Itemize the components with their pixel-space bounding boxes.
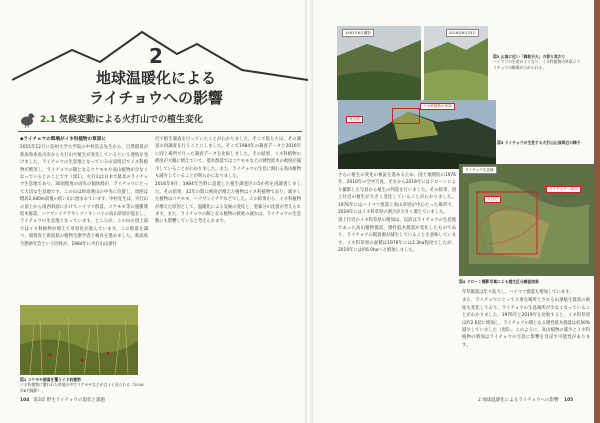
left-column-1 [20, 136, 148, 249]
photo3-label: 2016年8月23日 [446, 29, 479, 37]
chapter-number: 2 [149, 44, 163, 68]
right-footer [478, 397, 577, 403]
chapter-title [70, 68, 242, 108]
paragraph: また、ライチョウにとって大事な場所とされる山頂植生群落の被度も変化しており、ライチョウの生息場所が少なくなっていることがわかりました。1976年と2019年を比較すると、イネ科草原は約2.6倍に増加し、ライチョウの餌となる矮性低木群落は約50%減少していました（図5）。このように、高山植物の減少とイネ科植物の増加はライチョウの生息に影響を及ぼす可能性があります。 [462, 298, 590, 348]
subheading: ◆ライチョウの餌場がイネ科植物の草原に [20, 137, 106, 142]
drone-map-area2: ライチョウ一部区 [546, 186, 581, 193]
section-number: 2.1 [40, 115, 56, 125]
ptarmigan-icon [18, 110, 36, 128]
drone-map-legend: ライチョウ生息域 [462, 166, 497, 174]
right-column-1 [338, 172, 456, 255]
paragraph: 近で植生調査を行っていたことがわかりました。そこで私たちは、その調査の再調査を行うことにしました。そこで1984年の調査データと2016年に同じ場所で行った調査データを比較しました。その結果、イネ科植物の被度が大幅に増えていて、低木群落ではコケモモなどの矮性低木の被度が減少していることがわかりました。また、ライチョウの生息に関わる高山植物も減少していることが明らかになりました。 [155, 137, 302, 180]
paragraph: 年草群落は年々拡大し、ハイマツ群落も増加しています。 [462, 290, 574, 295]
grass-area-marker [392, 108, 420, 124]
photo4-caption [497, 140, 587, 145]
paragraph: 頂上付近のイネ科草原の増加は、以前はライチョウの生息地であった高山植物群落、矮性低木群落が変化したものであり、ライチョウの餌資源が減少していることを意味しています。イネ科草原の面積は1976年には2.3ha程度でしたが、2019年には約6.0haへと増加しました。 [338, 218, 456, 254]
left-running-head: 第3章 野生ライチョウの現状と課題 [33, 398, 105, 403]
grass-area-label: イネ科植物の草原 [420, 103, 455, 110]
section-title: 気候変動による火打山での植生変化 [58, 115, 203, 125]
section-heading [40, 112, 203, 125]
chapter-title-line1: 地球温暖化による [95, 69, 216, 87]
page-number-left: 104 [20, 398, 30, 403]
section-rule [18, 131, 302, 132]
paragraph: さらに植生の変化の検証を進めるため、国土地理院の1976年、2010年の空中写真、それから2019年にはドローンにより撮影した写真から植生の判読を行いました。その結果、頂上付近の植生が大きく変化していることがわかりました。1976年にはハイマツ群落と高山草原が中心だった場所で、2019年にはイネ科草原の割合が大きく増えていました。 [338, 173, 456, 216]
photo1-caption-text: イネ科植物に覆われた草地の中でコケモモなどが点々と見られる（2016年8月撮影）。 [20, 382, 144, 393]
chapter-title-line2: ライチョウへの影響 [88, 89, 224, 107]
photo-mountain-1981 [337, 26, 421, 100]
path-label: 登山道 [346, 116, 363, 123]
paragraph: 2015年12月に信州大学大学院の中村浩志先生から、自然環境が新潟県糸魚川市から火打山で植生が変化しているという連絡を受けました。ライチョウの生息地となっている山頂周辺でイネ科植物が繁茂し、ライチョウの餌となるコケモモや高山植物が少なくなっているとのことです（図1）。火打山は日本で最北のライチョウ生息地であり、30羽程度の固有の個体群が、ライチョウにとって大切な生息地です。この山は妙高連山の中央に位置し、周囲は標高2,000m前後の低い山に囲まれています。中村先生は、火打山の頂上から南西斜面にかけてハイマツ群落、コケモモ等の風衝矮低木群落、ハクサンイチゲやシナノキンバイの高山草原が混在し、ライチョウの生息地となっています。ところが、この山の頂上部ではイネ科植物が増えて草原化が進んでいます。この群落を調べ、環境省と新潟県の植物生態学者と検討を進めました。新潟県生態研究会という団体が、1984年に火打山山頂付 [20, 145, 148, 247]
drone-vegetation-map [459, 164, 594, 276]
photo-mountain-2016 [424, 26, 488, 100]
photo-grass-covering-vaccinium [20, 305, 138, 375]
photo5-caption-title: 図4 ドローン撮影写真による植生区分調査結果 [459, 279, 539, 284]
page-number-right: 105 [563, 398, 574, 403]
photo1-caption-title: 図1 コケモモ群落を覆うイネ科植物 [20, 377, 81, 382]
photo23-caption-text: ハイマツの生育がよくなり、イネ科植物の草原にライチョウの餌場が占められる。 [493, 59, 581, 70]
left-footer [20, 397, 105, 403]
paragraph: 2016年9月、1984年当時に設置した植生調査区の5か所を再調査しました。その結果、32年の間に被度が増えた植物はイネ科植物であり、減少した植物はコケモモ、ハクサンイチゲなどでした。この結果から、イネ科植物が増えた原因として、温暖化による気候の変化と、窒素分の沈着が考えられます。また、ライチョウの餌となる植物の被度の減少は、ライチョウの生息数にも影響していると考えられます。 [155, 182, 302, 225]
photo4-caption-title: 図3 ライチョウが生息する火打山山頂周辺の様子 [497, 140, 581, 145]
photo23-caption [493, 54, 583, 70]
right-column-2 [462, 289, 590, 350]
left-column-2 [155, 136, 301, 227]
page-edge-tab [594, 0, 600, 423]
photo1-caption [20, 377, 145, 393]
photo23-caption-title: 図2 山頂に近い「御前天火」の移り変わり [493, 54, 566, 59]
drone-map-area1: 火打山 [484, 196, 501, 203]
photo5-caption [459, 279, 594, 284]
right-running-head: 2 地球温暖化によるライチョウへの影響 [478, 398, 559, 403]
photo2-label: 1981年6月撮影 [342, 29, 374, 37]
